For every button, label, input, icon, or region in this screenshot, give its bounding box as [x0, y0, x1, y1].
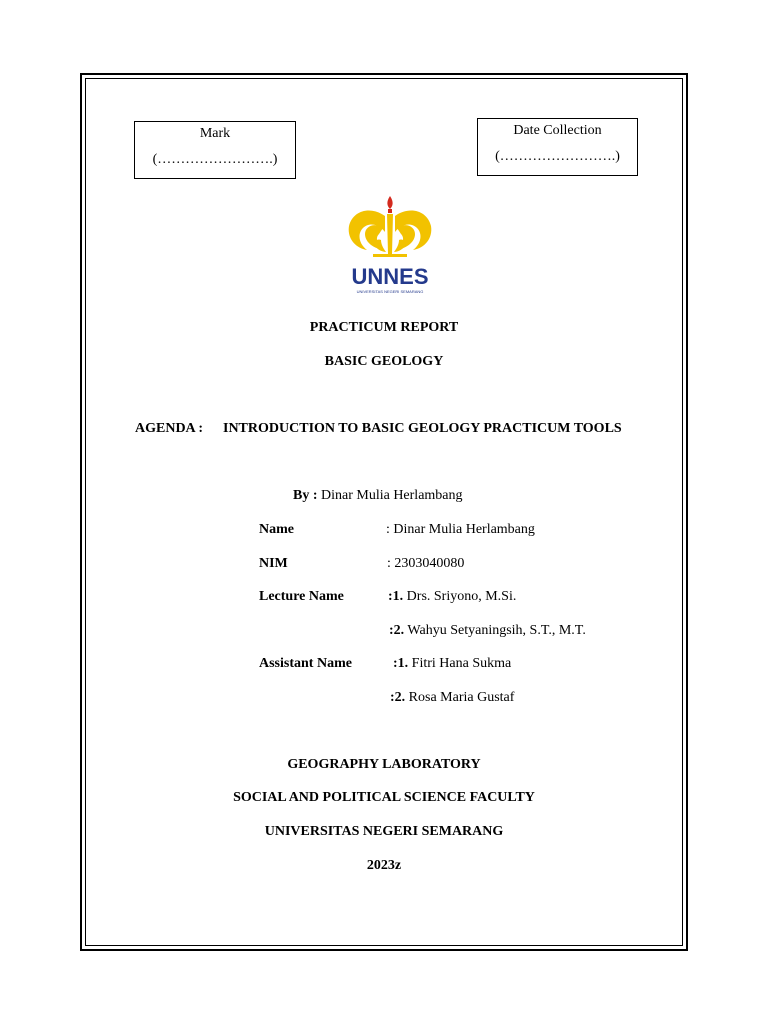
- agenda-value: INTRODUCTION TO BASIC GEOLOGY PRACTICUM TOOLS: [223, 421, 622, 436]
- date-collection-box: [477, 118, 638, 176]
- assistant-label: Assistant Name: [259, 656, 352, 671]
- nim-label: NIM: [259, 556, 288, 571]
- by-line: [293, 488, 463, 504]
- mark-box: [134, 121, 296, 179]
- agenda-label: AGENDA :: [135, 421, 204, 436]
- logo-flame: [387, 196, 392, 209]
- lecture-2-name: Wahyu Setyaningsih, S.T., M.T.: [407, 623, 586, 638]
- date-collection-dots: (…………………….): [495, 149, 620, 164]
- assistant-1-number: :1.: [393, 656, 409, 671]
- faculty-name: SOCIAL AND POLITICAL SCIENCE FACULTY: [233, 790, 535, 805]
- lecture-1-name: Drs. Sriyono, M.Si.: [406, 589, 517, 604]
- lecture-2-number: :2.: [389, 623, 405, 638]
- name-value: : Dinar Mulia Herlambang: [386, 522, 535, 537]
- by-value: Dinar Mulia Herlambang: [321, 488, 463, 503]
- date-collection-label: Date Collection: [513, 123, 602, 138]
- unnes-logo: [345, 192, 435, 298]
- report-title: PRACTICUM REPORT: [309, 320, 459, 335]
- mark-label: Mark: [199, 126, 231, 141]
- assistant-2-number: :2.: [390, 690, 406, 705]
- agenda-line: [135, 421, 622, 437]
- logo-wordmark: UNNES: [351, 264, 429, 289]
- report-year: 2023z: [366, 858, 402, 873]
- mark-dots: (…………………….): [152, 152, 278, 167]
- logo-subtitle: UNIVERSITAS NEGERI SEMARANG: [356, 289, 424, 294]
- assistant-2-name: Rosa Maria Gustaf: [408, 690, 515, 705]
- assistant-1-name: Fitri Hana Sukma: [411, 656, 512, 671]
- university-name: UNIVERSITAS NEGERI SEMARANG: [264, 824, 504, 839]
- report-subtitle: BASIC GEOLOGY: [324, 354, 444, 369]
- lab-name: GEOGRAPHY LABORATORY: [287, 757, 481, 772]
- lecture-1-number: :1.: [388, 589, 404, 604]
- name-label: Name: [259, 522, 294, 537]
- by-label: By :: [293, 488, 318, 503]
- nim-value: : 2303040080: [387, 556, 465, 571]
- lecture-label: Lecture Name: [259, 589, 344, 604]
